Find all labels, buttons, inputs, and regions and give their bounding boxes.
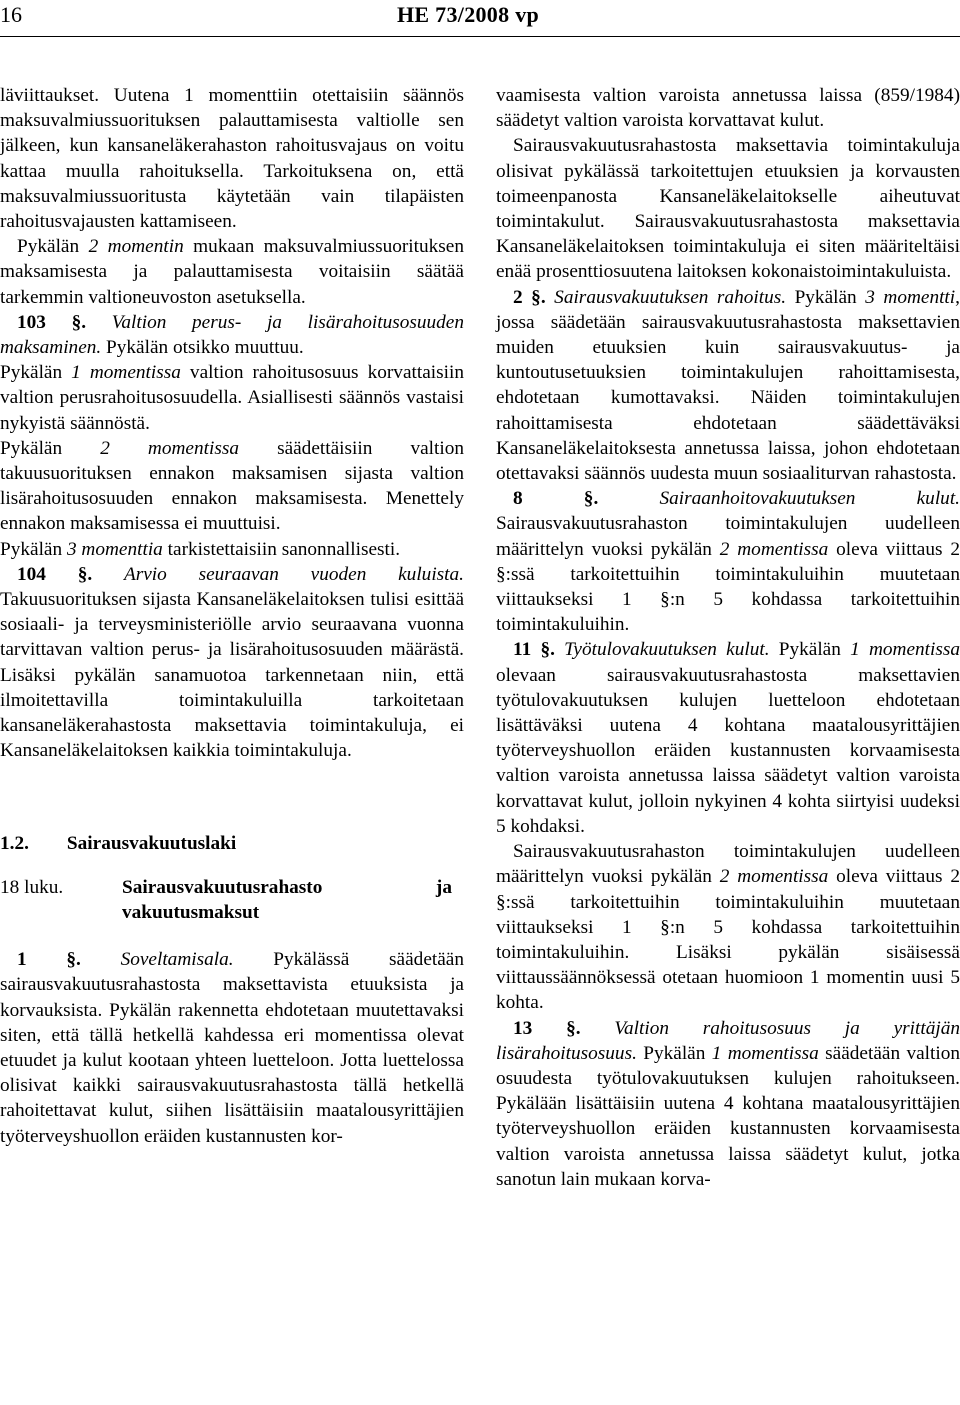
section-1: 1 §. Soveltamisala. Pykälässä säädetään sairausvakuutusrahastosta maksettavista etuuksista ja korvauksista. Pykälän rakennetta ehdotetaan muutettavaksi siten, että tällä hetkellä kahdessa eri momentissa olevat etuudet ja kulut kootaan yhteen luetteloon. Jotta luettelossa olisivat kaikki sairausvakuutusrahastosta tällä hetkellä rahoitettavat kulut, siihen lisättäisiin maatalousyrittäjien työterveyshuollon eräiden kustannusten kor- xyxy=(0,949,464,1147)
section-title: Soveltamisala. xyxy=(120,949,234,971)
document-id: HE 73/2008 vp xyxy=(397,2,540,27)
section-number: 2 §. xyxy=(513,286,546,308)
section-103: 103 §. Valtion perus- ja lisärahoitusosuuden maksaminen. Pykälän otsikko muuttuu. xyxy=(0,311,465,359)
section-number: 104 §. xyxy=(17,563,93,585)
paragraph: Sairausvakuutusrahastosta maksettavia toimintakuluja olisivat pykälässä tarkoitettujen etuuksien ja korvausten toimeenpanosta Kansaneläkelaitokselle aiheutuvat toimintakulut. Sairausvakuutusrahastosta maksettavia Kansaneläkelaitoksen toimintakuluja ei siten määriteltäisi enää prosenttiosuutena laitoksen kokonaistoimintakuluista. xyxy=(496,135,960,283)
page-header xyxy=(0,2,960,34)
paragraph: Sairausvakuutusrahaston toimintakulujen uudelleen määrittelyn vuoksi pykälän 2 momentissa oleva viittaus 2 §:ssä tarkoitettuihin toimintakuluihin muutetaan viittaukseksi 1 §:n 5 kohdassa tarkoitettuihin toimintakuluihin. Lisäksi pykälän sisäisessä viittaussäännöksessä otetaan huomioon 1 momentin uusi 5 kohta. xyxy=(496,841,960,1014)
section-8: 8 §. Sairaanhoitovakuutuksen kulut. Sairausvakuutusrahaston toimintakulujen uudelleen määrittelyn vuoksi pykälän 2 momentissa oleva viittaus 2 §:ssä tarkoitettuihin toimintakuluihin muutetaan viittaukseksi 1 §:n 5 kohdassa tarkoitettuihin toimintakuluihin. xyxy=(496,488,960,636)
section-11: 11 §. Työtulovakuutuksen kulut. Pykälän 1 momentissa olevaan sairausvakuutusrahastosta maksettavien työtulovakuutuksen kulujen luetteloon ehdotetaan lisättäväksi uutena 4 kohtana maatalousyrittäjien työterveyshuollon eräiden kustannusten korvaamisesta valtion varoista annetussa laissa säädetyt valtion varoista korvattavat kulut, jolloin nykyinen 4 kohta siirtyisi uudeksi 5 kohdaksi. xyxy=(496,639,960,837)
section-104: 104 §. Arvio seuraavan vuoden kuluista. Takuusuorituksen sijasta Kansaneläkelaitoksen tulisi esittää sosiaali- ja terveysministeriölle arvio seuraavana vuonna tarvittavan valtion perus- ja lisärahoitusosuuden määrästä. Lisäksi pykälän sanamuotoa tarkennetaan niin, että ilmoitettavilla toimintakuluilla tarkoitetaan kansaneläkerahastosta maksettavia toimintakuluja, ei Kansaneläkelaitoksen kaikkia toimintakuluja. xyxy=(0,563,464,762)
section-title: Arvio seuraavan vuoden kuluista. xyxy=(123,563,464,585)
section-title: Valtion perus- ja lisärahoitusosuuden maksaminen. xyxy=(0,311,465,359)
chapter-heading: 18 luku. Sairausvakuutusrahasto ja vakuutusmaksut xyxy=(0,876,452,923)
section-title: Työtulovakuutuksen kulut. xyxy=(564,639,770,661)
section-number: 103 §. xyxy=(17,311,87,333)
section-number: 8 §. xyxy=(513,488,599,510)
paragraph: läviittaukset. Uutena 1 momenttiin otettaisiin säännös maksuvalmiussuorituksen palauttamisesta valtiolle sen jälkeen, kun kansaneläkerahaston rahoitusvajaus on voitu kattaa muulla rahoituksella. Tarkoituksena on, että maksuvalmiussuoritusta käytetään vain tilapäisten rahoitusvajausten kattamiseen. xyxy=(0,85,464,233)
section-number: 1 §. xyxy=(17,949,81,971)
paragraph: vaamisesta valtion varoista annetussa laissa (859/1984) säädetyt valtion varoista korvattavat kulut. xyxy=(496,85,960,132)
section-title: Sairausvakuutuksen rahoitus. xyxy=(554,286,787,308)
section-title: Sairaanhoitovakuutuksen kulut. xyxy=(659,488,960,510)
header-rule xyxy=(0,36,960,37)
paragraph: Pykälän 3 momenttia tarkistettaisiin sanonnallisesti. xyxy=(0,538,401,560)
right-column xyxy=(496,83,960,1192)
section-title: Valtion rahoitusosuus ja yrittäjän lisärahoitusosuus. xyxy=(496,1017,960,1064)
page-number: 16 xyxy=(0,2,22,27)
section-2: 2 §. Sairausvakuutuksen rahoitus. Pykälän 3 momentti, jossa säädetään sairausvakuutusrahastosta maksettavien muiden etuuksien kuin sairausvakuutus- ja kuntoutusetuuksien toimintakulujen rahoittamisesta, ehdotetaan kumottavaksi. Näiden toimintakulujen rahoittamisesta ehdotetaan säädettäväksi Kansaneläkelaitoksesta annetussa laissa, johon ehdotetaan otettavaksi säännös uudesta muun sosiaaliturvan rahastosta. xyxy=(496,286,960,485)
paragraph: Pykälän 2 momentissa säädettäisiin valtion takuusuorituksen ennakon maksamisen sijasta valtion lisärahoitusosuuden ennakon maksamisesta. Menettely ennakon maksamisessa ei muuttuisi. xyxy=(0,437,464,535)
subsection-heading: 1.2. Sairausvakuutuslaki xyxy=(0,833,237,855)
paragraph: Pykälän 2 momentin mukaan maksuvalmiussuorituksen maksamisesta ja palauttamisesta voitaisiin säätää tarkemmin valtioneuvoston asetuksella. xyxy=(0,236,464,308)
section-13: 13 §. Valtion rahoitusosuus ja yrittäjän lisärahoitusosuus. Pykälän 1 momentissa säädetään valtion osuudesta työtulovakuutuksen kulujen rahoitukseen. Pykälään lisättäisiin uutena 4 kohtana maatalousyrittäjien työterveyshuollon eräiden kustannusten korvaamisesta valtion varoista annetussa laissa säädetyt kulut, jotka sanotun lain mukaan korva- xyxy=(496,1017,960,1190)
section-number: 11 §. xyxy=(513,639,555,661)
left-column xyxy=(0,83,464,1149)
paragraph: Pykälän 1 momentissa valtion rahoitusosuus korvattaisiin valtion perusrahoitusosuudella. Asiallisesti säännös vastaisi nykyistä säännöstä. xyxy=(0,362,464,434)
section-number: 13 §. xyxy=(513,1017,581,1039)
